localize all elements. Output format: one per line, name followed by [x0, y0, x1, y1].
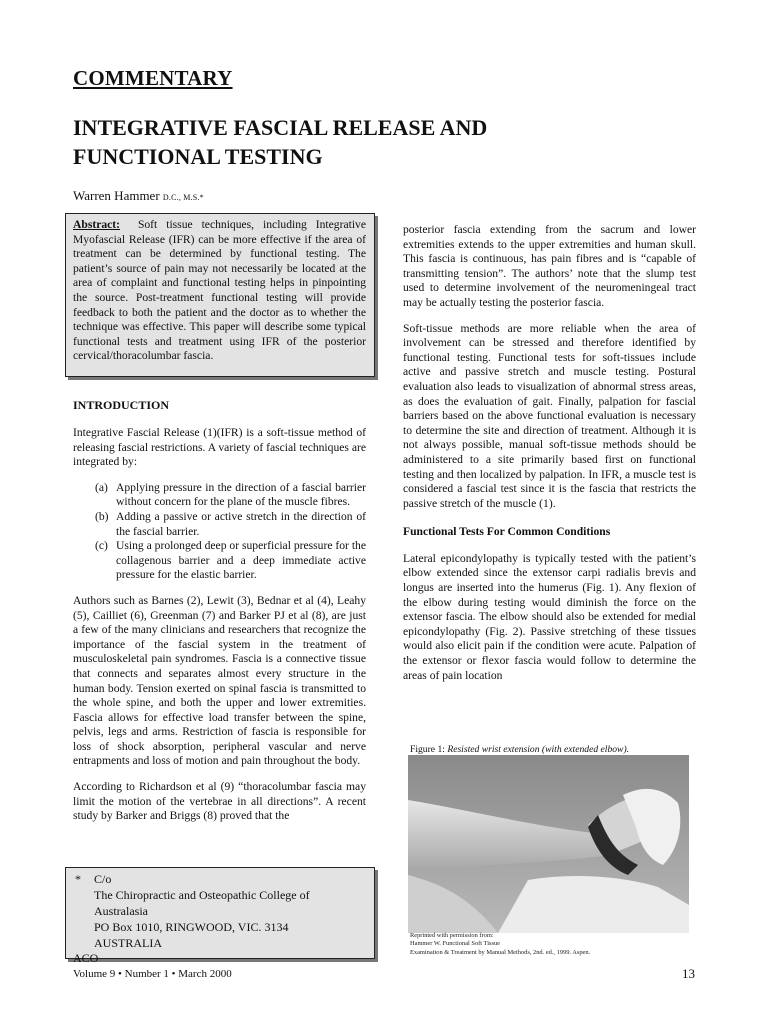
- abstract-text: Soft tissue techniques, including Integrative Myofascial Release (IFR) can be more effective if the area of treatment can be determined by functional testing. The patient’s source of pain may not necessarily be located at the area of complaint and functional testing helps in pinpointing the source. Post-treatment functional testing will provide feedback to both the patient and the doctor as to whether the technique was effective. This paper will describe some typical functional tests and treatment using IFR of the posterior cervical/thoracolumbar fascia.: [73, 218, 366, 363]
- title-line-1: INTEGRATIVE FASCIAL RELEASE AND: [73, 115, 488, 140]
- left-column: [73, 426, 366, 835]
- technique-list: [73, 481, 366, 583]
- intro-paragraph-3: According to Richardson et al (9) “thoracolumbar fascia may limit the motion of the vertebrae in all directions”. A recent study by Barker and Briggs (8) proved that the: [73, 780, 366, 823]
- list-item: [73, 539, 366, 583]
- figure-caption: [410, 744, 629, 755]
- functional-tests-heading: Functional Tests For Common Conditions: [403, 525, 611, 539]
- reprint-note: [410, 932, 590, 957]
- section-label: COMMENTARY: [73, 66, 233, 90]
- list-item-text: Adding a passive or active stretch in the direction of the fascial barrier.: [116, 509, 366, 538]
- list-marker: (b): [95, 509, 109, 523]
- article-title: [73, 113, 673, 171]
- right-paragraph-3: Lateral epicondylopathy is typically tested with the patient’s elbow extended since the extensor carpi radialis brevis and longus are inserted into the humerus (Fig. 1). Any flexion of the elbow during testing would diminish the force on the extensor fascia. The elbow should also be extended for medial epicondylopathy (Fig. 2). Passive stretching of these tissues would also elicit pain if the condition were acute. Palpation of the extensor or flexor fascia would follow to determine the areas of pain location: [403, 551, 696, 682]
- right-column: [403, 223, 696, 694]
- reprint-line: Examination & Treatment by Manual Methods, 2nd. ed., 1999. Aspen.: [410, 948, 591, 956]
- author-degrees: D.C., M.S.*: [162, 193, 204, 202]
- list-marker: (c): [95, 539, 108, 553]
- figure-photo: [408, 755, 689, 933]
- figure-caption-text: Resisted wrist extension (with extended elbow).: [447, 744, 630, 755]
- intro-paragraph-2: Authors such as Barnes (2), Lewit (3), Bednar et al (4), Leahy (5), Cailliet (6), Greenman (7) and Barker PJ et al (8), are just a few of the many clinicians and researchers that recognize the importance of the fascial system in the treatment of musculoskeletal pain syndromes. Fascia is a connective tissue that connects and separates almost every structure in the human body. Tension exerted on spinal fascia is transmitted to the whole spine, and both the upper and lower extremities. Fascia allows for effective load transfer between the spine, pelvis, legs and arms. Restriction of fascia is responsible for loss of shock absorption, peripheral vascular and nerve entrapments and loss of motion and pain throughout the body.: [73, 593, 366, 768]
- list-item: [73, 510, 366, 539]
- footnote-line: The Chiropractic and Osteopathic College of: [94, 888, 310, 902]
- intro-heading: INTRODUCTION: [73, 398, 170, 412]
- title-line-2: FUNCTIONAL TESTING: [73, 144, 323, 169]
- footnote-line: Australasia: [94, 904, 148, 918]
- author-line: [73, 188, 204, 204]
- right-paragraph-2: Soft-tissue methods are more reliable when the area of involvement can be stressed and therefore identified by functional testing. Functional tests for soft-tissues include active and passive stretch and muscle testing. Postural evaluation also leads to visualization of abnormal stress areas, as does the evaluation of gait. Finally, palpation for fascial barriers based on the above functional evaluation is necessary to determine the site and direction of treatment. Although it is not always possible, manual soft-tissue methods should be administered to a site primarily based first on functional testing and then localized by palpation. In IFR, a muscle test is considered a fascial test since it is the fascia that restricts the passive stretch of the muscle (1).: [403, 321, 696, 510]
- list-marker: (a): [95, 480, 108, 494]
- page-number: 13: [682, 966, 695, 981]
- abstract-lead: Abstract:: [73, 218, 121, 231]
- list-item-text: Applying pressure in the direction of a fascial barrier without concern for the plane of the muscle fibres.: [116, 480, 366, 509]
- figure-label: Figure 1:: [410, 744, 445, 755]
- footnote-line: AUSTRALIA: [94, 936, 162, 950]
- abstract: [73, 218, 366, 364]
- author-footnote: [75, 871, 365, 951]
- footnote-line: C/o: [94, 872, 112, 886]
- list-item-text: Using a prolonged deep or superficial pressure for the collagenous barrier and a deep immediate active pressure for the elastic barrier.: [116, 539, 366, 582]
- reprint-line: Reprinted with permission from:: [410, 932, 494, 939]
- intro-paragraph-1: Integrative Fascial Release (1)(IFR) is a soft-tissue method of releasing fascial restrictions. A variety of fascial techniques are integrated by:: [73, 426, 366, 469]
- list-item: [73, 481, 366, 510]
- footnote-line: PO Box 1010, RINGWOOD, VIC. 3134: [94, 920, 289, 934]
- author-name: Warren Hammer: [73, 188, 160, 203]
- journal-name: ACO: [73, 951, 99, 965]
- issue-info: Volume 9 • Number 1 • March 2000: [73, 968, 232, 980]
- right-paragraph-1: posterior fascia extending from the sacrum and lower extremities extends to the upper extremities and human skull. This fascia is continuous, has pain fibres and is “capable of transmitting tension”. The authors’ note that the slump test used to determine involvement of the neuromeningeal tract may be actually testing the posterior fascia.: [403, 223, 696, 309]
- reprint-line: Hammer W. Functional Soft Tissue: [410, 940, 501, 948]
- footnote-star: *: [75, 872, 81, 886]
